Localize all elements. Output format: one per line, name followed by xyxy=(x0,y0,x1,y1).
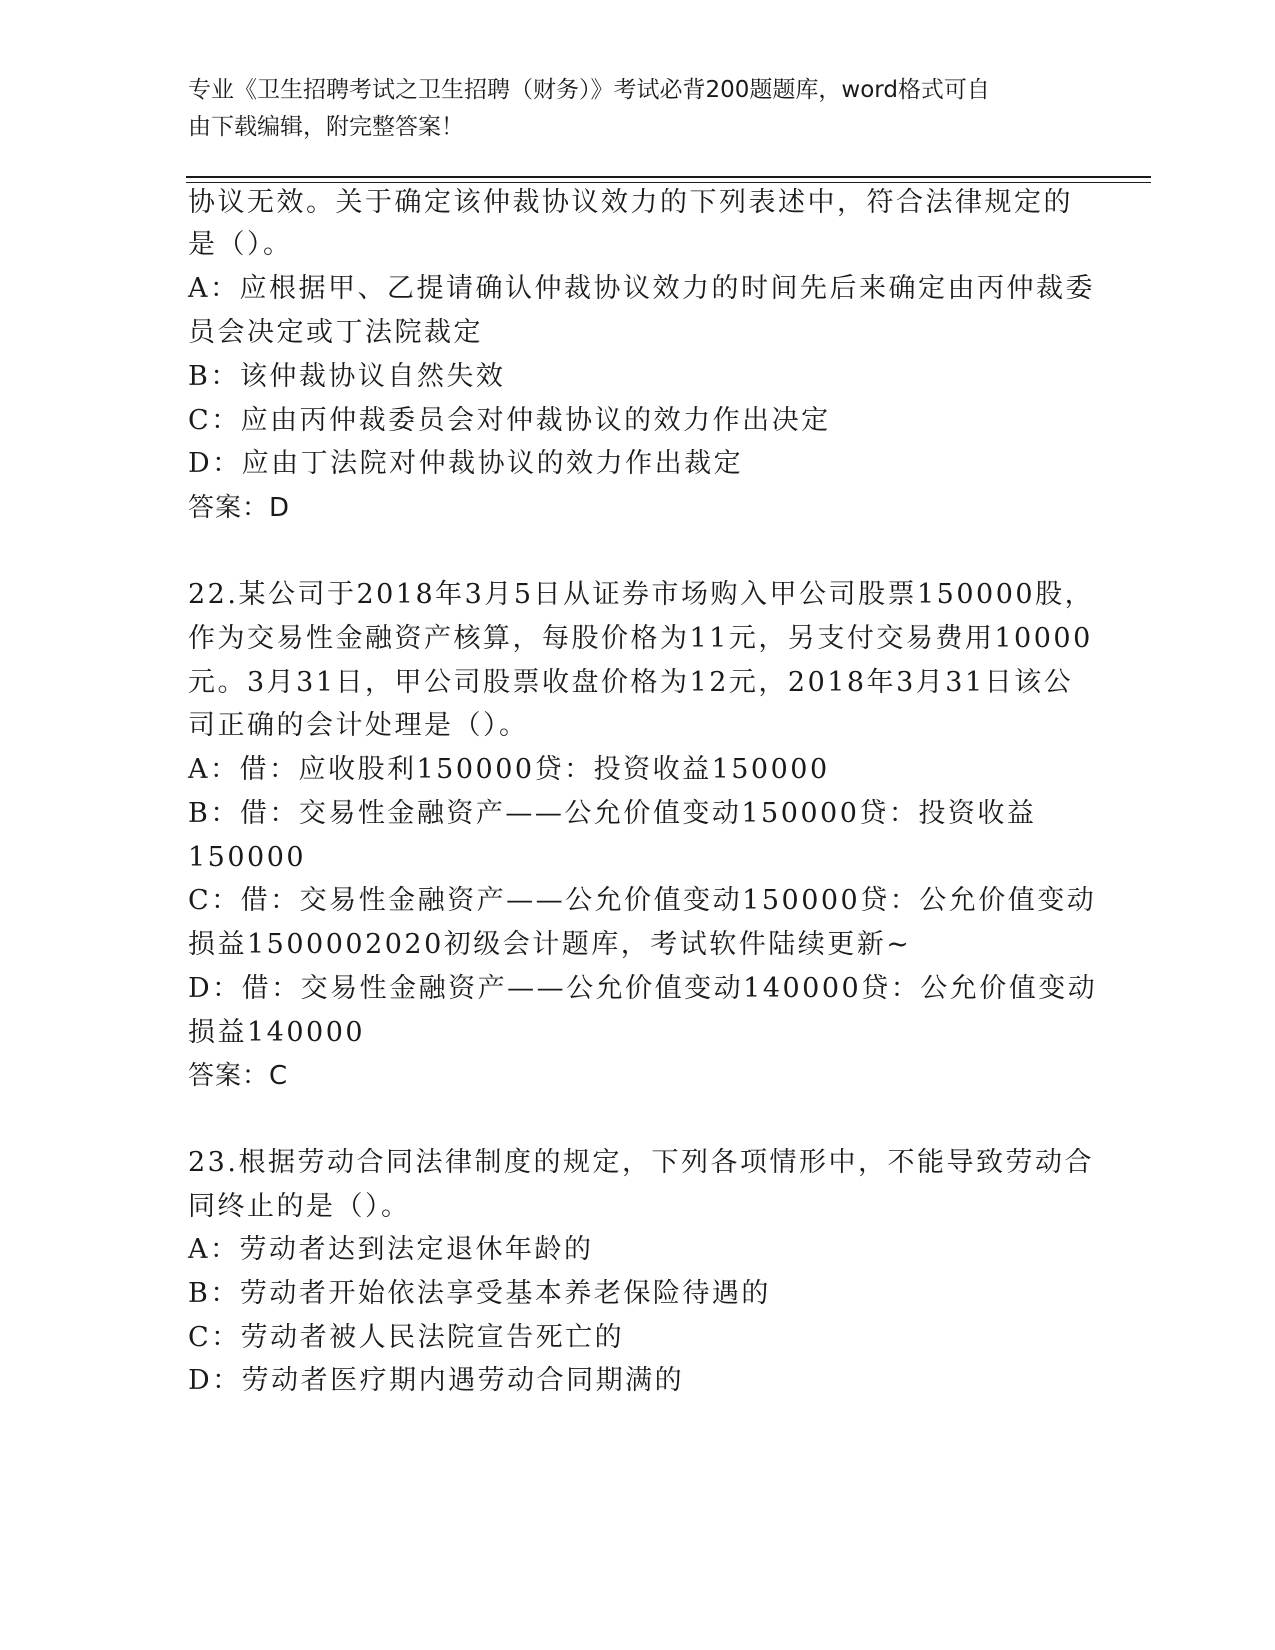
q23-option-d: D：劳动者医疗期内遇劳动合同期满的 xyxy=(188,1365,685,1396)
q22-stem-line-2: 作为交易性金融资产核算，每股价格为11元，另支付交易费用10000 xyxy=(188,623,1093,654)
q21-option-a-line-1: A：应根据甲、乙提请确认仲裁协议效力的时间先后来确定由丙仲裁委 xyxy=(188,273,1095,304)
header-divider-thick xyxy=(186,176,1151,178)
q22-option-a: A：借：应收股利150000贷：投资收益150000 xyxy=(188,754,830,785)
q21-option-a-line-2: 员会决定或丁法院裁定 xyxy=(188,317,483,348)
q22-option-c-line-1: C：借：交易性金融资产——公允价值变动150000贷：公允价值变动 xyxy=(188,885,1097,916)
q22-option-d-line-2: 损益140000 xyxy=(188,1017,366,1048)
header-divider-thin xyxy=(186,182,1151,183)
q23-option-c: C：劳动者被人民法院宣告死亡的 xyxy=(188,1322,625,1353)
q21-option-c: C：应由丙仲裁委员会对仲裁协议的效力作出决定 xyxy=(188,405,831,436)
q23-option-a: A：劳动者达到法定退休年龄的 xyxy=(188,1234,594,1265)
q22-stem-line-1: 22.某公司于2018年3月5日从证券市场购入甲公司股票150000股， xyxy=(188,579,1095,610)
q22-stem-line-4: 司正确的会计处理是（）。 xyxy=(188,710,529,741)
q23-stem-line-1: 23.根据劳动合同法律制度的规定，下列各项情形中，不能导致劳动合 xyxy=(188,1147,1094,1178)
q22-option-c-line-2: 损益1500002020初级会计题库，考试软件陆续更新~ xyxy=(188,929,912,960)
q21-stem-line-2: 是（）。 xyxy=(188,229,293,260)
q23-option-b: B：劳动者开始依法享受基本养老保险待遇的 xyxy=(188,1278,771,1309)
q22-option-b-line-2: 150000 xyxy=(188,842,307,873)
q21-stem-line-1: 协议无效。关于确定该仲裁协议效力的下列表述中，符合法律规定的 xyxy=(188,187,1073,218)
q23-stem-line-2: 同终止的是（）。 xyxy=(188,1191,411,1222)
q21-answer: 答案：D xyxy=(188,493,291,523)
document-header xyxy=(188,72,1088,146)
header-title-line-2: 由下载编辑，附完整答案！ xyxy=(188,114,464,140)
q22-answer: 答案：C xyxy=(188,1061,289,1091)
q22-option-b-line-1: B：借：交易性金融资产——公允价值变动150000贷：投资收益 xyxy=(188,798,1037,829)
q22-stem-line-3: 元。3月31日，甲公司股票收盘价格为12元，2018年3月31日该公 xyxy=(188,667,1074,698)
q21-option-d: D：应由丁法院对仲裁协议的效力作出裁定 xyxy=(188,448,744,479)
header-title-line-1: 专业《卫生招聘考试之卫生招聘（财务）》考试必背200题题库，word格式可自 xyxy=(188,77,990,103)
q21-option-b: B：该仲裁协议自然失效 xyxy=(188,361,506,392)
q22-option-d-line-1: D：借：交易性金融资产——公允价值变动140000贷：公允价值变动 xyxy=(188,973,1098,1004)
